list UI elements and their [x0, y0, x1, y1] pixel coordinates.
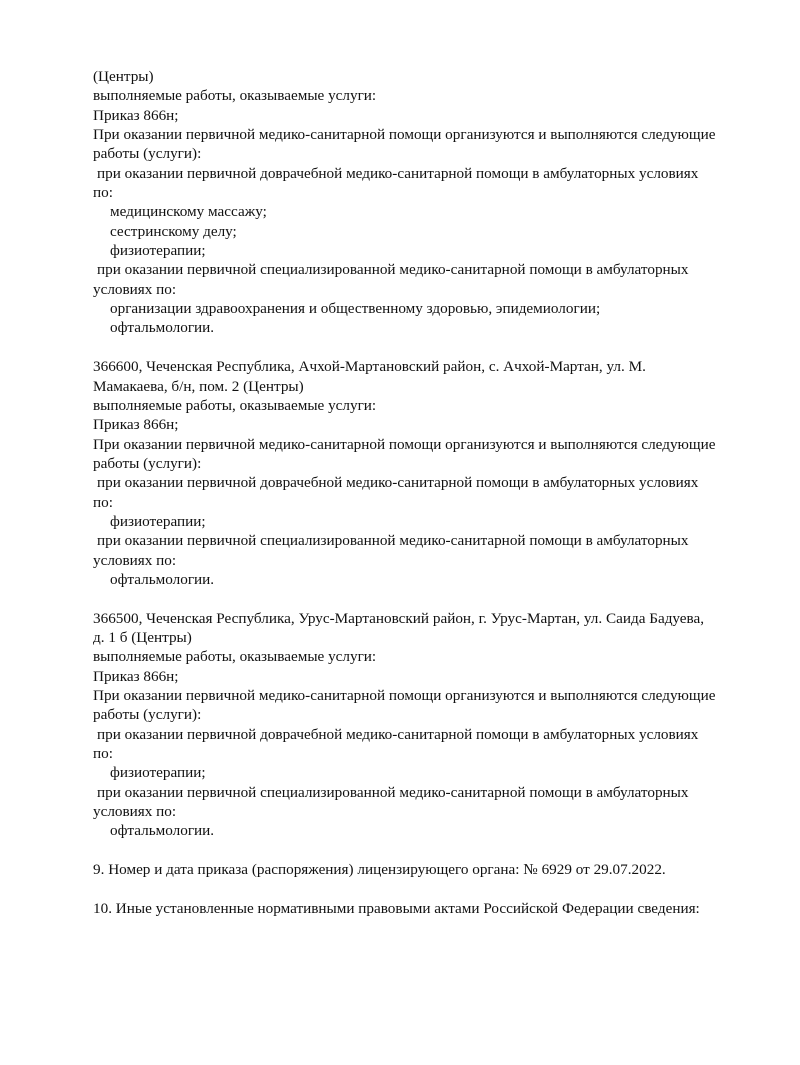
order-number-and-date: 9. Номер и дата приказа (распоряжения) лицензирующего органа: № 6929 от 29.07.2022.: [93, 861, 666, 879]
text-line: Приказ 866н;: [93, 106, 179, 124]
text-line: организации здравоохранения и общественному здоровью, эпидемиологии;: [110, 300, 601, 318]
text-line: При оказании первичной медико-санитарной помощи организуются и выполняются следующие: [93, 435, 716, 453]
text-line: при оказании первичной специализированной медико-санитарной помощи в амбулаторных: [97, 783, 689, 801]
text-line: по:: [93, 493, 113, 511]
text-line: Мамакаева, б/н, пом. 2 (Центры): [93, 377, 304, 395]
text-line: 366500, Чеченская Республика, Урус-Мартановский район, г. Урус-Мартан, ул. Саида Бадуева,: [93, 609, 705, 627]
document-page: [93, 67, 773, 918]
text-line: (Центры): [93, 68, 154, 85]
address-block-3: [93, 609, 773, 841]
text-line: физиотерапии;: [110, 764, 206, 782]
text-line: офтальмологии.: [110, 570, 215, 588]
text-line: при оказании первичной доврачебной медико-санитарной помощи в амбулаторных условиях: [97, 474, 699, 492]
text-line: при оказании первичной специализированной медико-санитарной помощи в амбулаторных: [97, 261, 689, 279]
text-line: выполняемые работы, оказываемые услуги:: [93, 648, 377, 666]
text-line: физиотерапии;: [110, 242, 206, 260]
text-line: Приказ 866н;: [93, 667, 179, 685]
text-line: при оказании первичной доврачебной медико-санитарной помощи в амбулаторных условиях: [97, 164, 699, 182]
address-block-2: [93, 357, 773, 589]
text-line: офтальмологии.: [110, 822, 215, 840]
text-line: При оказании первичной медико-санитарной помощи организуются и выполняются следующие: [93, 687, 716, 704]
address-block-1: [93, 67, 773, 338]
text-line: условиях по:: [93, 551, 177, 569]
text-line: условиях по:: [93, 280, 177, 298]
spacer: [93, 589, 773, 608]
text-line: работы (услуги):: [93, 454, 202, 472]
other-information-heading: 10. Иные установленные нормативными правовыми актами Российской Федерации сведения:: [93, 899, 700, 917]
text-line: д. 1 б (Центры): [93, 628, 192, 646]
text-line: работы (услуги):: [93, 145, 202, 163]
text-line: выполняемые работы, оказываемые услуги:: [93, 87, 377, 105]
text-line: по:: [93, 184, 113, 202]
text-line: офтальмологии.: [110, 319, 215, 337]
spacer: [93, 841, 773, 860]
text-line: при оказании первичной специализированной медико-санитарной помощи в амбулаторных: [97, 532, 689, 550]
text-line: сестринскому делу;: [110, 222, 237, 240]
text-line: по:: [93, 745, 113, 763]
text-line: 366600, Чеченская Республика, Ачхой-Мартановский район, с. Ачхой-Мартан, ул. М.: [93, 358, 646, 376]
text-line: выполняемые работы, оказываемые услуги:: [93, 396, 377, 414]
text-line: При оказании первичной медико-санитарной помощи организуются и выполняются следующие: [93, 126, 716, 144]
spacer: [93, 879, 773, 898]
text-line: при оказании первичной доврачебной медико-санитарной помощи в амбулаторных условиях: [97, 725, 699, 743]
text-line: Приказ 866н;: [93, 416, 179, 434]
text-line: медицинскому массажу;: [110, 203, 267, 221]
text-line: физиотерапии;: [110, 512, 206, 530]
spacer: [93, 338, 773, 357]
text-line: работы (услуги):: [93, 706, 202, 724]
text-line: условиях по:: [93, 803, 177, 821]
